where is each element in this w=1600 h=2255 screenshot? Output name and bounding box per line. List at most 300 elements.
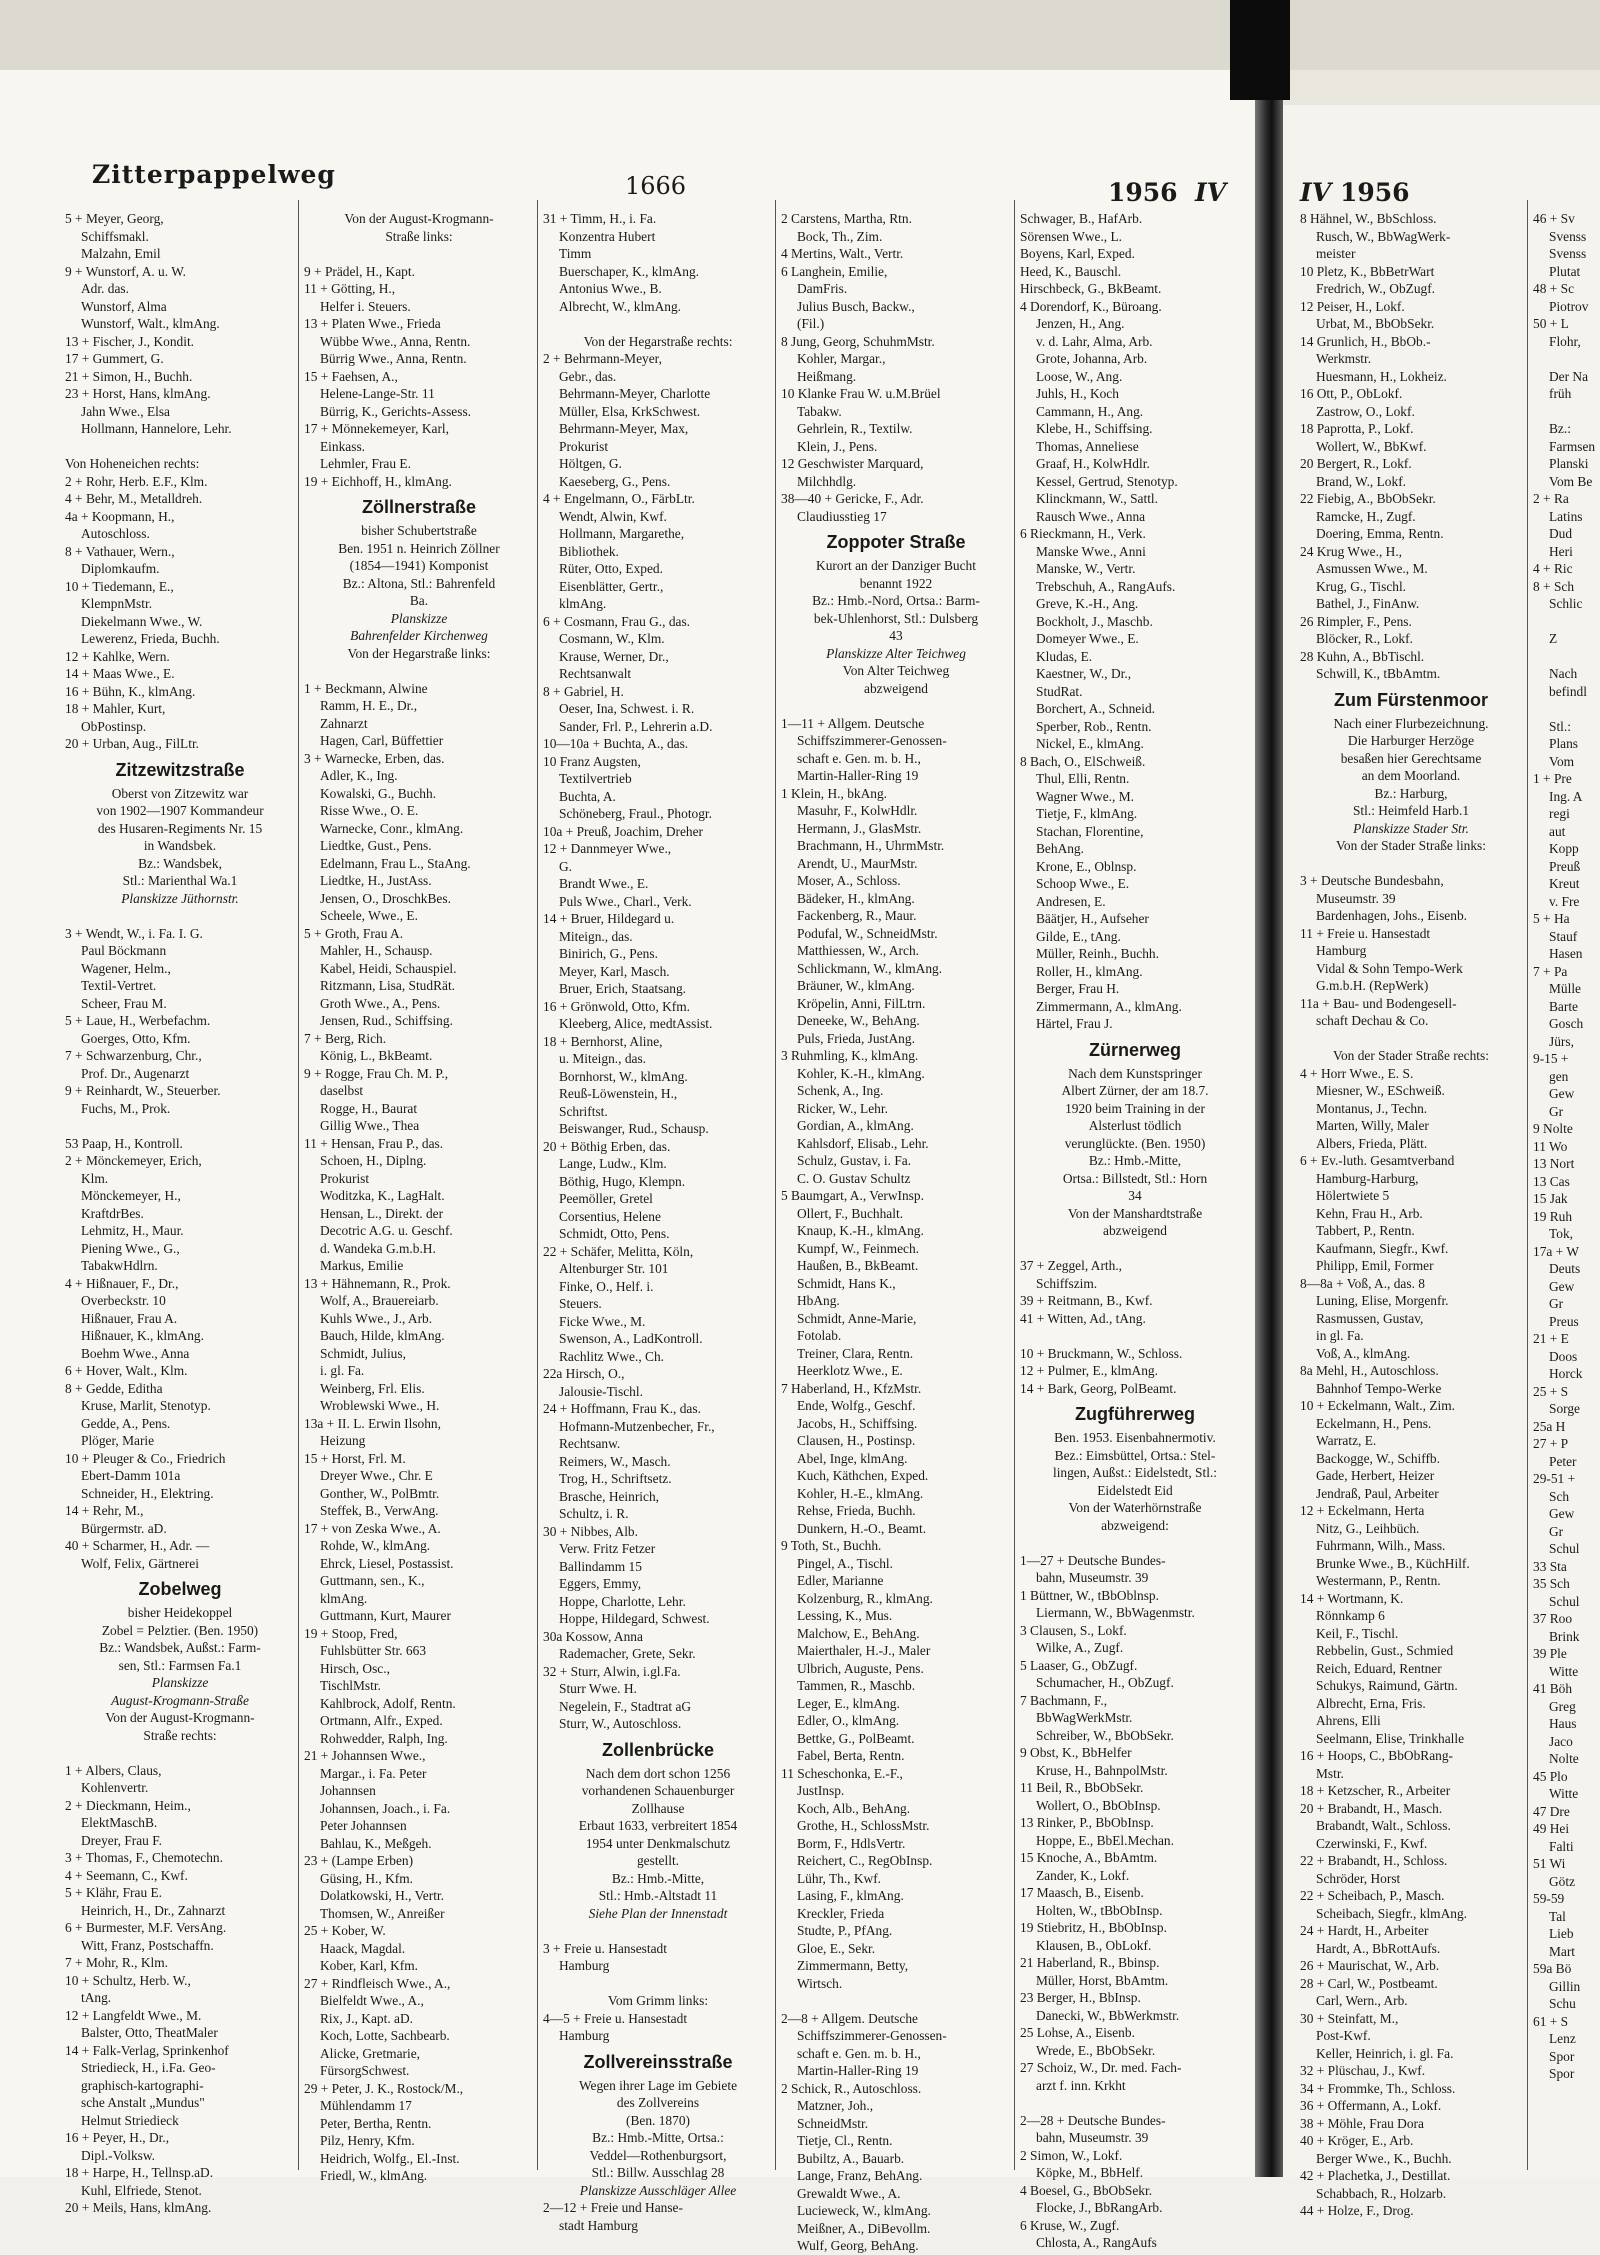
directory-entry-continuation: Philipp, Emil, Former bbox=[1316, 1258, 1434, 1273]
directory-entry-continuation: Vom Be bbox=[1549, 473, 1593, 489]
street-note: von 1902—1907 Kommandeur bbox=[96, 803, 264, 818]
directory-entry-continuation: Post-Kwf. bbox=[1316, 2028, 1371, 2043]
directory-entry-continuation: Krause, Werner, Dr., bbox=[559, 648, 669, 664]
directory-entry: 1 + Albers, Claus, bbox=[65, 1762, 162, 1778]
directory-entry-continuation: Tok, bbox=[1549, 1226, 1573, 1241]
directory-entry-continuation: Gillig Wwe., Thea bbox=[320, 1118, 420, 1133]
directory-entry-continuation: meister bbox=[1316, 246, 1356, 261]
directory-entry: 32 + Plüschau, J., Kwf. bbox=[1300, 2063, 1426, 2078]
directory-entry: 11 Beil, R., BbObSekr. bbox=[1020, 1780, 1144, 1795]
directory-entry: 27 + Rindfleisch Wwe., A., bbox=[304, 1975, 451, 1991]
directory-entry: 4 + Seemann, C., Kwf. bbox=[65, 1867, 188, 1883]
directory-entry-continuation: Schiffszim. bbox=[1036, 1275, 1098, 1291]
column-rule bbox=[298, 200, 299, 2170]
directory-entry-continuation: Gade, Herbert, Heizer bbox=[1316, 1468, 1435, 1483]
directory-entry-continuation: HbAng. bbox=[797, 1293, 840, 1308]
directory-entry-continuation: Fackenberg, R., Maur. bbox=[797, 908, 917, 923]
directory-column-5 bbox=[1020, 210, 1250, 2250]
directory-entry-continuation: Seelmann, Elise, Trinkhalle bbox=[1316, 1730, 1465, 1746]
directory-entry-continuation: Domeyer Wwe., E. bbox=[1036, 631, 1139, 646]
directory-entry-continuation: Bockholt, J., Maschb. bbox=[1036, 613, 1153, 629]
directory-column-7-cut bbox=[1533, 210, 1600, 2170]
street-note: 43 bbox=[889, 628, 903, 643]
directory-entry-continuation: Greve, K.-H., Ang. bbox=[1036, 596, 1139, 611]
street-heading: Zürnerweg bbox=[1088, 1039, 1181, 1060]
directory-entry-continuation: Negelein, F., Stadtrat aG bbox=[559, 1698, 692, 1714]
directory-entry-continuation: Einkass. bbox=[320, 438, 366, 454]
directory-entry-continuation: Brand, W., Lokf. bbox=[1316, 473, 1407, 489]
directory-entry-continuation: Gordian, A., klmAng. bbox=[797, 1118, 914, 1133]
directory-entry-continuation: in gl. Fa. bbox=[1316, 1328, 1364, 1343]
directory-entry-continuation: Sturr, W., Autoschloss. bbox=[559, 1716, 682, 1731]
directory-entry-continuation: Prokurist bbox=[320, 1170, 370, 1186]
directory-entry-continuation: Bettke, G., PolBeamt. bbox=[797, 1730, 915, 1746]
directory-entry-continuation: Rademacher, Grete, Sekr. bbox=[559, 1646, 696, 1661]
directory-entry: 6 + Hover, Walt., Klm. bbox=[65, 1363, 188, 1378]
directory-entry-continuation: Ahrens, Elli bbox=[1316, 1713, 1381, 1728]
plan-reference: Planskizze Alter Teichweg bbox=[826, 645, 966, 661]
directory-entry-continuation: Peter, Bertha, Rentn. bbox=[320, 2115, 432, 2131]
directory-entry-continuation: Borm, F., HdlsVertr. bbox=[797, 1835, 906, 1851]
directory-entry-continuation: Prof. Dr., Augenarzt bbox=[81, 1065, 190, 1081]
directory-entry: 8 + Sch bbox=[1533, 578, 1575, 594]
directory-entry: 59a Bö bbox=[1533, 1961, 1572, 1976]
directory-column-1 bbox=[65, 210, 295, 2215]
directory-entry-continuation: Hirsch, Osc., bbox=[320, 1660, 390, 1676]
directory-entry-continuation: Podufal, W., SchneidMstr. bbox=[797, 925, 938, 941]
directory-entry-continuation: i. gl. Fa. bbox=[320, 1363, 365, 1378]
directory-entry: 59-59 bbox=[1533, 1891, 1565, 1906]
directory-entry-continuation: Goerges, Otto, Kfm. bbox=[81, 1030, 191, 1046]
directory-entry-continuation: Gr bbox=[1549, 1296, 1564, 1311]
directory-entry-continuation: Zander, K., Lokf. bbox=[1036, 1867, 1130, 1883]
directory-entry-continuation: Farmsen bbox=[1549, 438, 1596, 454]
directory-entry-continuation: Schabbach, R., Holzarb. bbox=[1316, 2185, 1447, 2201]
directory-entry-continuation: Krug, G., Tischl. bbox=[1316, 578, 1407, 594]
directory-entry-continuation: Bahnhof Tempo-Werke bbox=[1316, 1380, 1442, 1396]
directory-entry-continuation: Schmidt, Hans K., bbox=[797, 1275, 896, 1291]
directory-entry-continuation: Wunstorf, Alma bbox=[81, 298, 167, 314]
directory-entry-continuation: Kruse, H., BahnpolMstr. bbox=[1036, 1762, 1168, 1778]
directory-entry: 17 + Mönnekemeyer, Karl, bbox=[304, 421, 449, 436]
directory-entry: 21 + Simon, H., Buchh. bbox=[65, 368, 193, 384]
directory-entry-continuation: Stl.: bbox=[1549, 718, 1571, 734]
directory-entry-continuation: Diplomkaufm. bbox=[81, 561, 160, 576]
directory-entry: 5 Laaser, G., ObZugf. bbox=[1020, 1657, 1138, 1673]
directory-entry-continuation: Wirtsch. bbox=[797, 1975, 843, 1991]
directory-entry: 1—11 + Allgem. Deutsche bbox=[781, 715, 925, 731]
directory-entry-continuation: Gew bbox=[1549, 1086, 1575, 1101]
directory-entry-continuation: Brink bbox=[1549, 1628, 1580, 1644]
directory-entry-continuation: Berger, Frau H. bbox=[1036, 981, 1120, 996]
street-heading: Zöllnerstraße bbox=[361, 497, 477, 517]
street-note: 1954 unter Denkmalschutz bbox=[585, 1835, 731, 1851]
street-note: Vom Grimm links: bbox=[607, 1993, 709, 2008]
directory-entry: 18 + Harpe, H., Tellnsp.aD. bbox=[65, 2165, 214, 2180]
directory-entry-continuation: Markus, Emilie bbox=[320, 1258, 404, 1273]
plan-reference: Planskizze Ausschläger Allee bbox=[579, 2182, 737, 2198]
directory-entry-continuation: Barte bbox=[1549, 998, 1578, 1014]
directory-entry-continuation: Rausch Wwe., Anna bbox=[1036, 508, 1146, 524]
directory-entry: 7 Bachmann, F., bbox=[1020, 1692, 1108, 1708]
directory-entry-continuation: Knaup, K.-H., klmAng. bbox=[797, 1223, 924, 1238]
directory-entry: 22 Fiebig, A., BbObSekr. bbox=[1300, 491, 1436, 506]
directory-entry: 11 + Götting, H., bbox=[304, 281, 396, 296]
directory-entry: 11 + Freie u. Hansestadt bbox=[1300, 925, 1431, 941]
directory-entry-continuation: Kowalski, G., Buchh. bbox=[320, 785, 437, 801]
directory-entry: 31 + Timm, H., i. Fa. bbox=[543, 211, 657, 226]
directory-entry: 21 Haberland, R., Bbinsp. bbox=[1020, 1955, 1160, 1970]
directory-entry: 22 + Brabandt, H., Schloss. bbox=[1300, 1853, 1448, 1868]
directory-entry-continuation: Behrmann-Meyer, Max, bbox=[559, 421, 689, 436]
directory-entry-continuation: Hollmann, Margarethe, bbox=[559, 526, 685, 541]
directory-entry-continuation: Ballindamm 15 bbox=[559, 1558, 642, 1574]
street-note: Wegen ihrer Lage im Gebiete bbox=[578, 2077, 738, 2093]
directory-entry-continuation: Gebr., das. bbox=[559, 368, 617, 384]
year-left: 1956 bbox=[1108, 178, 1178, 207]
directory-entry: 9 Toth, St., Buchh. bbox=[781, 1538, 882, 1553]
directory-entry: 23 Berger, H., BbInsp. bbox=[1020, 1990, 1141, 2005]
directory-entry-continuation: Paul Böckmann bbox=[81, 943, 167, 958]
directory-entry-continuation: Grote, Johanna, Arb. bbox=[1036, 351, 1148, 366]
directory-entry-continuation: Andresen, E. bbox=[1036, 893, 1106, 909]
directory-entry-continuation: Klein, J., Pens. bbox=[797, 438, 878, 454]
directory-entry-continuation: Miteign., das. bbox=[559, 928, 633, 944]
directory-entry: 7 + Schwarzenburg, Chr., bbox=[65, 1048, 202, 1063]
directory-entry: 6 Langhein, Emilie, bbox=[781, 263, 888, 279]
directory-entry-continuation: schaft e. Gen. m. b. H., bbox=[797, 2045, 921, 2061]
directory-entry: 19 Stiebritz, H., BbObInsp. bbox=[1020, 1920, 1167, 1935]
directory-entry-continuation: Preuß bbox=[1549, 858, 1581, 874]
directory-entry-continuation: Spor bbox=[1549, 2048, 1575, 2064]
street-note: Ortsa.: Billstedt, Stl.: Horn bbox=[1062, 1170, 1208, 1186]
directory-entry: 40 + Scharmer, H., Adr. — bbox=[65, 1538, 210, 1553]
street-note: Nach einer Flurbezeichnung. bbox=[1333, 715, 1489, 731]
directory-entry-continuation: Ramm, H. E., Dr., bbox=[320, 698, 418, 713]
directory-entry-continuation: Textilvertrieb bbox=[559, 771, 632, 786]
directory-entry: 20 Bergert, R., Lokf. bbox=[1300, 456, 1412, 471]
directory-entry-continuation: Tietje, F., klmAng. bbox=[1036, 806, 1138, 821]
directory-entry-continuation: Sperber, Rob., Rentn. bbox=[1036, 718, 1152, 734]
directory-entry-continuation: Kolzenburg, R., klmAng. bbox=[797, 1590, 933, 1606]
street-note: Ben. 1953. Eisenbahnermotiv. bbox=[1054, 1430, 1216, 1445]
directory-entry-continuation: Ollert, F., Buchhalt. bbox=[797, 1205, 904, 1221]
directory-entry: 41 Böh bbox=[1533, 1681, 1573, 1696]
directory-entry-continuation: Kruse, Marlit, Stenotyp. bbox=[81, 1398, 211, 1413]
directory-entry-continuation: Wilke, A., Zugf. bbox=[1036, 1640, 1124, 1655]
directory-entry: 9 + Reinhardt, W., Steuerber. bbox=[65, 1083, 221, 1098]
directory-entry-continuation: Kreckler, Frieda bbox=[797, 1905, 885, 1921]
directory-entry: 32 + Sturr, Alwin, i.gl.Fa. bbox=[543, 1663, 681, 1679]
street-note: des Zollvereins bbox=[616, 2095, 700, 2110]
directory-entry-continuation: Ritzmann, Lisa, StudRät. bbox=[320, 978, 456, 993]
directory-entry-continuation: klmAng. bbox=[559, 596, 607, 611]
directory-entry-continuation: Reuß-Löwenstein, H., bbox=[559, 1086, 678, 1101]
directory-entry-continuation: Altenburger Str. 101 bbox=[559, 1261, 669, 1276]
street-note: 34 bbox=[1128, 1188, 1142, 1203]
directory-entry-continuation: Edelmann, Frau L., StaAng. bbox=[320, 855, 471, 871]
directory-entry-continuation: Klm. bbox=[81, 1170, 109, 1186]
directory-entry-continuation: Deuts bbox=[1549, 1261, 1581, 1276]
directory-entry: 20 + Meils, Hans, klmAng. bbox=[65, 2200, 212, 2215]
directory-entry-continuation: Gloe, E., Sekr. bbox=[797, 1940, 876, 1956]
directory-entry-continuation: Oeser, Ina, Schwest. i. R. bbox=[559, 701, 695, 716]
directory-entry-continuation: Gehrlein, R., Textilw. bbox=[797, 421, 913, 436]
directory-entry-continuation: Studte, P., PfAng. bbox=[797, 1923, 893, 1938]
directory-entry-continuation: früh bbox=[1549, 386, 1572, 401]
directory-entry: 7 + Pa bbox=[1533, 963, 1568, 979]
directory-entry-continuation: Schoen, H., Diplng. bbox=[320, 1153, 427, 1168]
directory-entry-continuation: Rohde, W., klmAng. bbox=[320, 1538, 431, 1553]
street-note: bek-Uhlenhorst, Stl.: Dulsberg bbox=[813, 610, 979, 626]
directory-entry-continuation: Backogge, W., Schiffb. bbox=[1316, 1450, 1440, 1466]
directory-entry-continuation: Fuchs, M., Prok. bbox=[81, 1100, 171, 1116]
directory-entry-continuation: Ramcke, H., Zugf. bbox=[1316, 508, 1416, 524]
directory-entry-continuation: u. Miteign., das. bbox=[559, 1051, 647, 1066]
directory-entry-continuation: Scheer, Frau M. bbox=[81, 995, 167, 1011]
directory-entry-continuation: FürsorgSchwest. bbox=[320, 2063, 410, 2078]
street-note: Nach dem Kunstspringer bbox=[1068, 1065, 1202, 1081]
directory-entry: 2 Carstens, Martha, Rtn. bbox=[781, 211, 912, 226]
directory-entry: 6 Kruse, W., Zugf. bbox=[1020, 2217, 1120, 2233]
directory-entry-continuation: Nitz, G., Leihbüch. bbox=[1316, 1520, 1420, 1536]
blank-line bbox=[1020, 1327, 1250, 1345]
scan-margin-top bbox=[0, 0, 1600, 70]
directory-entry: 13a + II. L. Erwin Ilsohn, bbox=[304, 1415, 441, 1431]
blank-line bbox=[781, 697, 1011, 715]
directory-entry-continuation: Wrede, E., BbObSekr. bbox=[1036, 2042, 1156, 2058]
directory-entry-continuation: v. Fre bbox=[1549, 893, 1580, 909]
directory-entry-continuation: Hardt, A., BbRottAufs. bbox=[1316, 1940, 1441, 1956]
street-note: verunglückte. (Ben. 1950) bbox=[1064, 1135, 1206, 1151]
directory-entry: 16 + Grönwold, Otto, Kfm. bbox=[543, 998, 691, 1014]
blank-line bbox=[1533, 700, 1600, 718]
directory-entry-continuation: Martin-Haller-Ring 19 bbox=[797, 2063, 919, 2078]
directory-entry-continuation: Guttmann, Kurt, Maurer bbox=[320, 1608, 451, 1623]
directory-entry-continuation: Bubiltz, A., Bauarb. bbox=[797, 2150, 905, 2166]
directory-entry-continuation: Bürrig Wwe., Anna, Rentn. bbox=[320, 351, 467, 366]
directory-entry-continuation: Schumacher, H., ObZugf. bbox=[1036, 1675, 1174, 1690]
year-right: 1956 bbox=[1340, 178, 1410, 207]
directory-entry: 12 + Kahlke, Wern. bbox=[65, 648, 170, 664]
street-heading: Zum Fürstenmoor bbox=[1333, 689, 1488, 710]
directory-entry-continuation: KraftdrBes. bbox=[81, 1205, 144, 1221]
directory-entry-continuation: Bürgermstr. aD. bbox=[81, 1520, 167, 1536]
directory-entry-continuation: Moser, A., Schloss. bbox=[797, 873, 901, 888]
directory-entry: 8 + Gedde, Editha bbox=[65, 1380, 163, 1396]
directory-entry: 18 + Bernhorst, Aline, bbox=[543, 1033, 663, 1049]
directory-entry-continuation: Ebert-Damm 101a bbox=[81, 1468, 181, 1483]
directory-entry: 13 + Platen Wwe., Frieda bbox=[304, 316, 441, 331]
directory-entry: 10—10a + Buchta, A., das. bbox=[543, 736, 689, 751]
street-note: Ben. 1951 n. Heinrich Zöllner bbox=[338, 540, 500, 556]
directory-entry-continuation: Sander, Frl. P., Lehrerin a.D. bbox=[559, 718, 713, 734]
directory-entry-continuation: Lasing, F., klmAng. bbox=[797, 1888, 904, 1903]
street-note: 1920 beim Training in der bbox=[1065, 1100, 1205, 1116]
directory-entry: Sörensen Wwe., L. bbox=[1020, 228, 1123, 244]
directory-entry: 10 Klanke Frau W. u.M.Brüel bbox=[781, 386, 941, 401]
directory-entry-continuation: Lewerenz, Frieda, Buchh. bbox=[81, 631, 220, 646]
directory-entry-continuation: Reimers, W., Masch. bbox=[559, 1453, 671, 1469]
directory-entry-continuation: Schiffszimmerer-Genossen- bbox=[797, 2028, 947, 2043]
directory-entry: 13 Nort bbox=[1533, 1156, 1575, 1171]
directory-entry: 27 + P bbox=[1533, 1436, 1569, 1451]
directory-entry-continuation: Plutat bbox=[1549, 263, 1581, 279]
volume-right: IV bbox=[1300, 178, 1332, 207]
directory-entry-continuation: Kohler, K.-H., klmAng. bbox=[797, 1065, 925, 1081]
directory-entry-continuation: Schulz, Gustav, i. Fa. bbox=[797, 1153, 912, 1168]
directory-entry-continuation: Gew bbox=[1549, 1506, 1575, 1521]
directory-entry-continuation: Peter bbox=[1549, 1453, 1577, 1469]
directory-entry: 19 Ruh bbox=[1533, 1208, 1573, 1224]
directory-entry-continuation: Kuch, Käthchen, Exped. bbox=[797, 1468, 929, 1483]
directory-entry-continuation: König, L., BkBeamt. bbox=[320, 1048, 433, 1063]
directory-entry: 8 Bach, O., ElSchweiß. bbox=[1020, 753, 1146, 769]
directory-entry: 18 + Mahler, Kurt, bbox=[65, 701, 166, 716]
directory-entry-continuation: Finke, O., Helf. i. bbox=[559, 1278, 654, 1294]
directory-column-3 bbox=[543, 210, 773, 2233]
directory-entry-continuation: Rachlitz Wwe., Ch. bbox=[559, 1348, 664, 1364]
directory-entry-continuation: Fabel, Berta, Rentn. bbox=[797, 1748, 905, 1763]
directory-entry-continuation: Wolf, Felix, Gärtnerei bbox=[81, 1555, 199, 1571]
directory-entry-continuation: Cammann, H., Ang. bbox=[1036, 403, 1144, 419]
blank-line bbox=[1533, 648, 1600, 666]
directory-entry-continuation: Montanus, J., Techn. bbox=[1316, 1100, 1428, 1116]
blank-line bbox=[543, 1922, 773, 1940]
directory-entry-continuation: Rechtsanw. bbox=[559, 1436, 621, 1451]
directory-entry: 18 Paprotta, P., Lokf. bbox=[1300, 421, 1414, 436]
directory-entry-continuation: Klausen, B., ObLokf. bbox=[1036, 1937, 1152, 1953]
directory-entry: 14 + Wortmann, K. bbox=[1300, 1590, 1404, 1606]
directory-entry-continuation: Buerschaper, K., klmAng. bbox=[559, 263, 700, 279]
directory-entry: 11 Wo bbox=[1533, 1138, 1568, 1154]
directory-entry-continuation: Dipl.-Volksw. bbox=[81, 2147, 156, 2163]
directory-entry-continuation: Koch, Alb., BehAng. bbox=[797, 1800, 911, 1816]
directory-entry-continuation: Roller, H., klmAng. bbox=[1036, 963, 1143, 979]
directory-entry: 10a + Preuß, Joachim, Dreher bbox=[543, 823, 704, 839]
directory-entry-continuation: Arendt, U., MaurMstr. bbox=[797, 855, 918, 871]
directory-entry-continuation: Steuers. bbox=[559, 1296, 602, 1311]
directory-entry-continuation: Reich, Eduard, Rentner bbox=[1316, 1660, 1442, 1676]
directory-entry-continuation: Hoppe, Hildegard, Schwest. bbox=[559, 1611, 710, 1626]
street-note: Alsterlust tödlich bbox=[1088, 1118, 1182, 1133]
directory-entry: 25 + Kober, W. bbox=[304, 1923, 386, 1938]
directory-entry-continuation: tAng. bbox=[81, 1990, 112, 2005]
street-note: Von der August-Krogmann- bbox=[105, 1710, 255, 1725]
directory-entry-continuation: daselbst bbox=[320, 1083, 364, 1098]
directory-entry-continuation: Behrmann-Meyer, Charlotte bbox=[559, 386, 711, 401]
directory-entry-continuation: Trebschuh, A., RangAufs. bbox=[1036, 578, 1176, 594]
directory-entry-continuation: DamFris. bbox=[797, 281, 848, 296]
directory-entry-continuation: Boehm Wwe., Anna bbox=[81, 1345, 190, 1361]
directory-entry-continuation: Dreyer Wwe., Chr. E bbox=[320, 1468, 433, 1483]
directory-entry-continuation: Warnecke, Conr., klmAng. bbox=[320, 820, 464, 836]
directory-entry-continuation: Hamburg-Harburg, bbox=[1316, 1170, 1419, 1186]
directory-entry-continuation: Bräuner, W., klmAng. bbox=[797, 978, 915, 993]
directory-entry: 6 + Burmester, M.F. VersAng. bbox=[65, 1920, 227, 1935]
directory-entry: 5 + Meyer, Georg, bbox=[65, 211, 164, 226]
directory-entry: 5 + Ha bbox=[1533, 911, 1570, 926]
directory-entry-continuation: BbWagWerkMstr. bbox=[1036, 1710, 1133, 1725]
directory-entry: 22 + Schäfer, Melitta, Köln, bbox=[543, 1243, 694, 1259]
directory-entry-continuation: Kuhls Wwe., J., Arb. bbox=[320, 1310, 433, 1326]
directory-entry-continuation: d. Wandeka G.m.b.H. bbox=[320, 1240, 436, 1256]
directory-entry-continuation: Flocke, J., BbRangArb. bbox=[1036, 2200, 1163, 2215]
directory-entry: 9 + Prädel, H., Kapt. bbox=[304, 263, 415, 279]
directory-entry-continuation: Helene-Lange-Str. 11 bbox=[320, 386, 435, 401]
directory-entry-continuation: Clausen, H., Postinsp. bbox=[797, 1433, 916, 1448]
street-note: besaßen hier Gerechtsame bbox=[1340, 750, 1482, 766]
plan-reference: Planskizze Stader Str. bbox=[1353, 820, 1469, 836]
directory-entry-continuation: Bäätjer, H., Aufseher bbox=[1036, 911, 1149, 926]
directory-entry-continuation: ElektMaschB. bbox=[81, 1815, 158, 1830]
directory-entry-continuation: Kaufmann, Siegfr., Kwf. bbox=[1316, 1240, 1449, 1256]
directory-entry-continuation: Schriftst. bbox=[559, 1103, 608, 1119]
directory-entry-continuation: Malzahn, Emil bbox=[81, 246, 161, 261]
directory-entry-continuation: Luning, Elise, Morgenfr. bbox=[1316, 1293, 1449, 1308]
directory-entry: 24 + Hardt, H., Arbeiter bbox=[1300, 1923, 1429, 1938]
directory-entry: 16 + Hoops, C., BbObRang- bbox=[1300, 1748, 1453, 1763]
directory-entry-continuation: Svenss bbox=[1549, 228, 1587, 244]
directory-entry-continuation: Gr bbox=[1549, 1523, 1564, 1539]
column-rule bbox=[775, 200, 776, 2170]
directory-entry-continuation: Lühr, Th., Kwf. bbox=[797, 1870, 882, 1886]
directory-entry-continuation: Hagen, Carl, Büffettier bbox=[320, 733, 444, 748]
directory-entry-continuation: Schreiber, W., BbObSekr. bbox=[1036, 1727, 1174, 1743]
directory-entry-continuation: Pingel, A., Tischl. bbox=[797, 1555, 893, 1571]
directory-entry-continuation: Wunstorf, Walt., klmAng. bbox=[81, 316, 220, 331]
directory-entry-continuation: Stachan, Florentine, bbox=[1036, 823, 1144, 839]
volume-left: IV bbox=[1195, 178, 1227, 207]
street-note: gestellt. bbox=[636, 1853, 680, 1868]
directory-entry-continuation: Mühlendamm 17 bbox=[320, 2098, 412, 2113]
directory-entry-continuation: Schiffszimmerer-Genossen- bbox=[797, 733, 947, 748]
directory-entry-continuation: klmAng. bbox=[320, 1590, 368, 1606]
directory-entry-continuation: Schlic bbox=[1549, 596, 1583, 611]
directory-entry-continuation: Hoppe, Charlotte, Lehr. bbox=[559, 1593, 686, 1609]
directory-entry: 20 + Böthig Erben, das. bbox=[543, 1138, 671, 1154]
directory-entry: 3 + Freie u. Hansestadt bbox=[543, 1940, 667, 1956]
directory-entry-continuation: Zimmermann, Betty, bbox=[797, 1958, 909, 1973]
street-note: Bz.: Hmb.-Nord, Ortsa.: Barm- bbox=[812, 593, 980, 608]
directory-entry-continuation: Tietje, Cl., Rentn. bbox=[797, 2133, 893, 2148]
directory-entry-continuation: Heißmang. bbox=[797, 368, 857, 384]
street-note: Von der Hegarstraße rechts: bbox=[583, 333, 733, 349]
directory-entry-continuation: Heizung bbox=[320, 1433, 366, 1448]
directory-entry: Von Hoheneichen rechts: bbox=[65, 456, 200, 471]
directory-entry-continuation: Spor bbox=[1549, 2066, 1575, 2081]
directory-entry-continuation: stadt Hamburg bbox=[559, 2217, 638, 2233]
directory-entry-continuation: Nickel, E., klmAng. bbox=[1036, 736, 1144, 751]
street-note: Bz.: Altona, Stl.: Bahrenfeld bbox=[342, 575, 496, 591]
street-note: Ba. bbox=[409, 593, 429, 608]
directory-entry: 17 Maasch, B., Eisenb. bbox=[1020, 1885, 1144, 1900]
directory-entry-continuation: Haußen, B., BkBeamt. bbox=[797, 1258, 919, 1273]
directory-entry-continuation: Adler, K., Ing. bbox=[320, 768, 398, 783]
street-note: (Ben. 1870) bbox=[626, 2112, 690, 2128]
directory-entry: 3 + Deutsche Bundesbahn, bbox=[1300, 873, 1444, 888]
directory-entry: 27 Schoiz, W., Dr. med. Fach- bbox=[1020, 2060, 1182, 2075]
directory-entry: 41 + Witten, Ad., tAng. bbox=[1020, 1310, 1146, 1326]
street-note: Straße rechts: bbox=[143, 1727, 217, 1743]
directory-entry: 5 Baumgart, A., VerwInsp. bbox=[781, 1188, 924, 1203]
directory-entry-continuation: Carl, Wern., Arb. bbox=[1316, 1993, 1408, 2008]
directory-entry-continuation: Grewaldt Wwe., A. bbox=[797, 2185, 901, 2201]
directory-entry-continuation: Keil, F., Tischl. bbox=[1316, 1625, 1399, 1641]
directory-entry: 26 + Maurischat, W., Arb. bbox=[1300, 1958, 1440, 1973]
directory-entry-continuation: Lange, Franz, BehAng. bbox=[797, 2168, 923, 2183]
directory-entry: 29 + Peter, J. K., Rostock/M., bbox=[304, 2080, 464, 2096]
